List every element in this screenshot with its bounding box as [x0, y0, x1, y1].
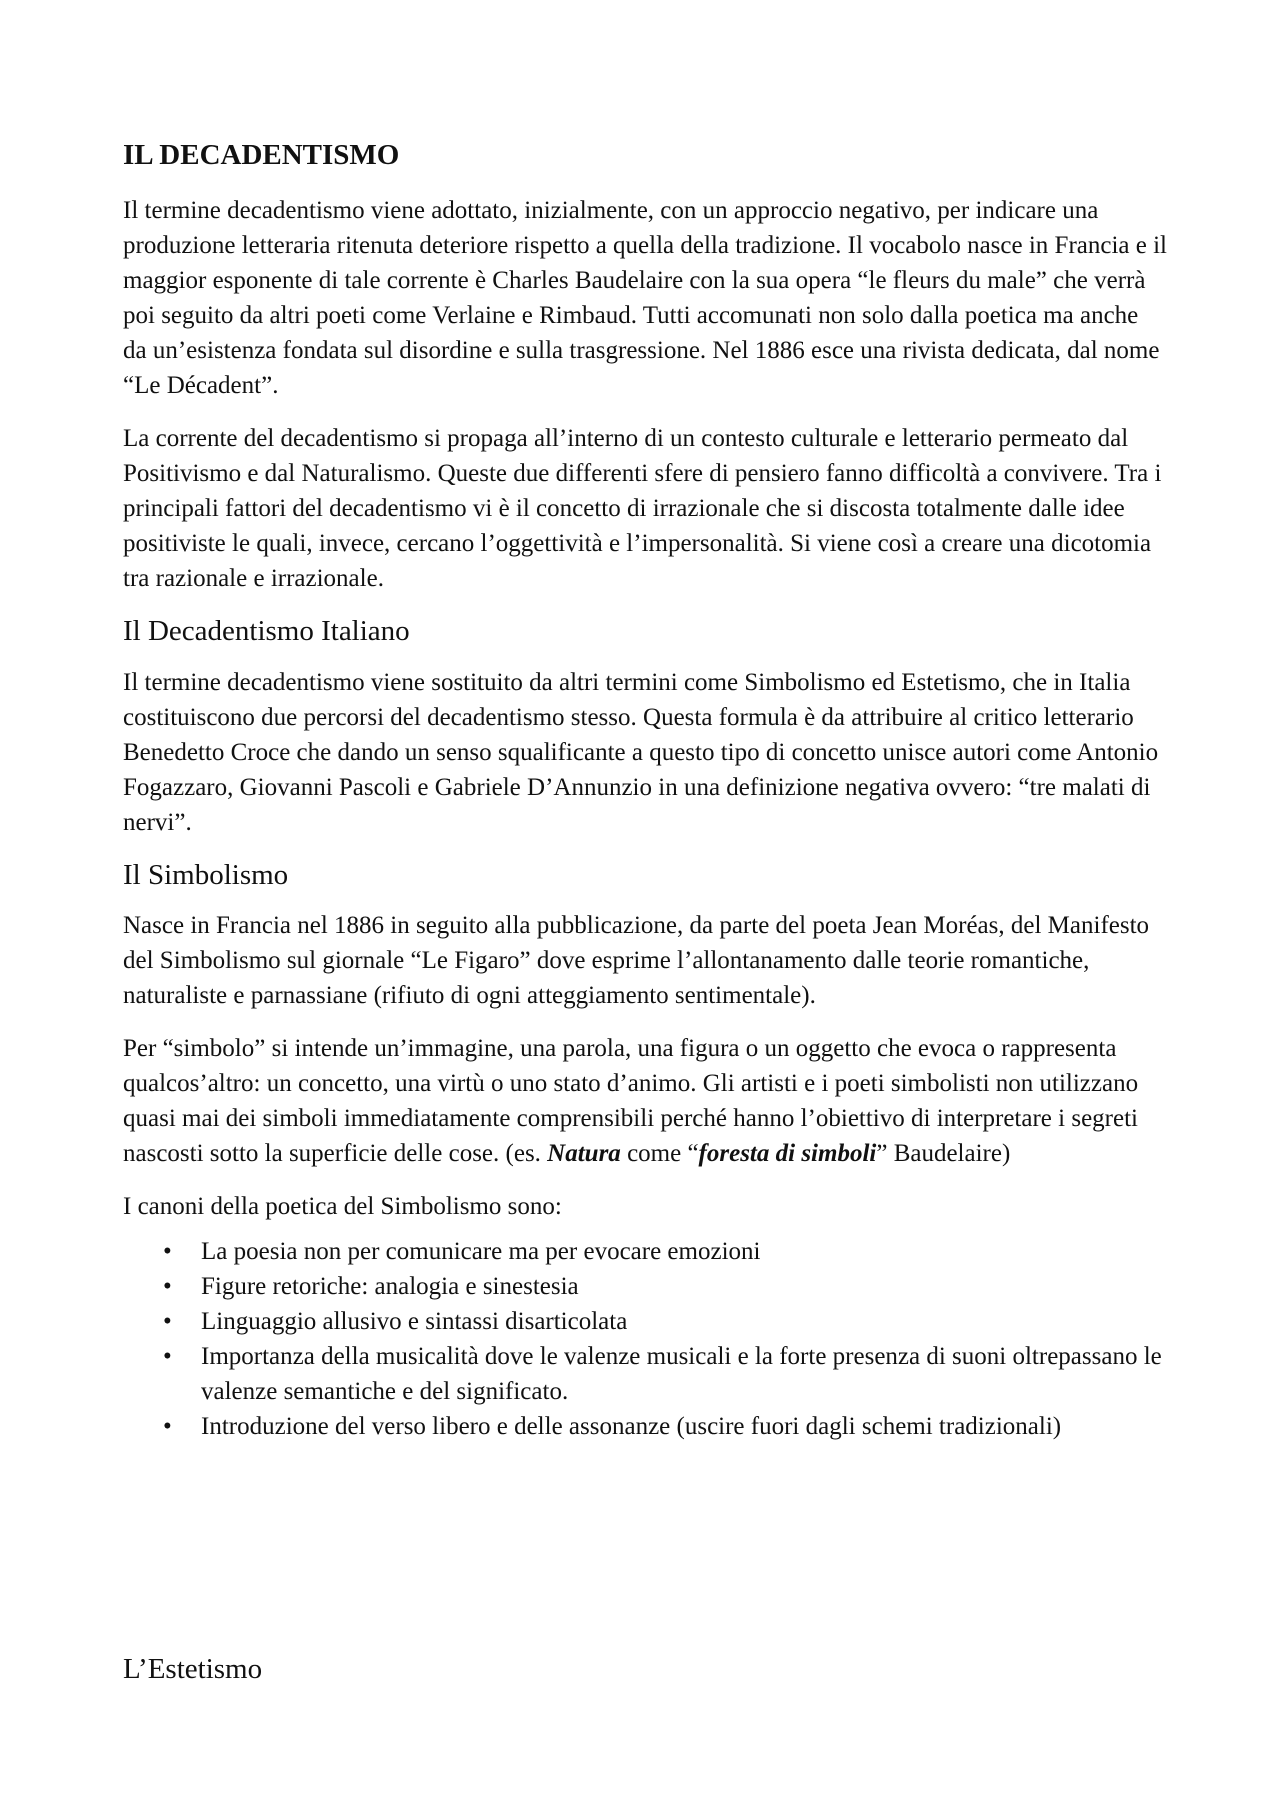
bullet-icon: •	[163, 1308, 172, 1336]
emphasis-foresta-di-simboli: foresta di simboli	[698, 1140, 877, 1168]
list-item	[123, 1234, 1168, 1269]
list-item	[123, 1304, 1168, 1339]
simbolismo-paragraph-2-part-2: come “	[620, 1140, 699, 1168]
simbolismo-paragraph-1: Nasce in Francia nel 1886 in seguito alla pubblicazione, da parte del poeta Jean Moréas, del Manifesto del Simbolismo sul giornale “Le Figaro” dove esprime l’allontanamento dalle teorie romantiche, naturaliste e parnassiane (rifiuto di ogni atteggiamento sentimentale).	[123, 912, 1150, 1010]
canons-list	[123, 1234, 1168, 1444]
simbolismo-paragraph-2-part-3: ” Baudelaire)	[876, 1140, 1011, 1168]
canons-intro: I canoni della poetica del Simbolismo sono:	[123, 1193, 562, 1221]
intro-paragraph-1: Il termine decadentismo viene adottato, inizialmente, con un approccio negativo, per indicare una produzione letteraria ritenuta deteriore rispetto a quella della tradizione. Il vocabolo nasce in Francia e il maggior esponente di tale corrente è Charles Baudelaire con la sua opera “le fleurs du male” che verrà poi seguito da altri poeti come Verlaine e Rimbaud. Tutti accomunati non solo dalla poetica ma anche da un’esistenza fondata sul disordine e sulla trasgressione. Nel 1886 esce una rivista dedicata, dal nome “Le Décadent”.	[123, 196, 1167, 399]
list-item-text: Figure retoriche: analogia e sinestesia	[201, 1273, 579, 1301]
list-item-text: Linguaggio allusivo e sintassi disarticolata	[201, 1308, 628, 1336]
decadentismo-italiano-paragraph: Il termine decadentismo viene sostituito da altri termini come Simbolismo ed Estetismo, che in Italia costituiscono due percorsi del decadentismo stesso. Questa formula è da attribuire al critico letterario Benedetto Croce che dando un senso squalificante a questo tipo di concetto unisce autori come Antonio Fogazzaro, Giovanni Pascoli e Gabriele D’Annunzio in una definizione negativa ovvero: “tre malati di nervi”.	[123, 668, 1159, 836]
list-item	[123, 1269, 1168, 1304]
list-item-text: Introduzione del verso libero e delle assonanze (uscire fuori dagli schemi tradizionali)	[201, 1413, 1062, 1441]
bullet-icon: •	[163, 1413, 172, 1441]
intro-paragraph-2: La corrente del decadentismo si propaga all’interno di un contesto culturale e letterario permeato dal Positivismo e dal Naturalismo. Queste due differenti sfere di pensiero fanno difficoltà a convivere. Tra i principali fattori del decadentismo vi è il concetto di irrazionale che si discosta totalmente dalle idee positiviste le quali, invece, cercano l’oggettività e l’impersonalità. Si viene così a creare una dicotomia tra razionale e irrazionale.	[123, 424, 1162, 592]
list-item	[123, 1409, 1168, 1444]
bullet-icon: •	[163, 1238, 172, 1266]
bullet-icon: •	[163, 1343, 172, 1371]
page-title: IL DECADENTISMO	[123, 139, 400, 171]
list-item	[123, 1339, 1168, 1409]
list-item-text: La poesia non per comunicare ma per evocare emozioni	[201, 1238, 761, 1266]
simbolismo-paragraph-2	[123, 1031, 1168, 1171]
bullet-icon: •	[163, 1273, 172, 1301]
section-heading-decadentismo-italiano: Il Decadentismo Italiano	[123, 614, 410, 647]
emphasis-natura: Natura	[547, 1140, 621, 1168]
section-heading-simbolismo: Il Simbolismo	[123, 858, 289, 891]
simbolismo-paragraph-2-part-1: Per “simbolo” si intende un’immagine, una parola, una figura o un oggetto che evoca o rappresenta qualcos’altro: un concetto, una virtù o uno stato d’animo. Gli artisti e i poeti simbolisti non utilizzano quasi mai dei simboli immediatamente comprensibili perché hanno l’obiettivo di interpretare i segreti nascosti sotto la superficie delle cose. (es.	[123, 1035, 1139, 1168]
list-item-text: Importanza della musicalità dove le valenze musicali e la forte presenza di suoni oltrepassano le valenze semantiche e del significato.	[201, 1343, 1162, 1406]
document-page	[123, 138, 1168, 1444]
section-heading-estetismo: L’Estetismo	[123, 1653, 263, 1685]
